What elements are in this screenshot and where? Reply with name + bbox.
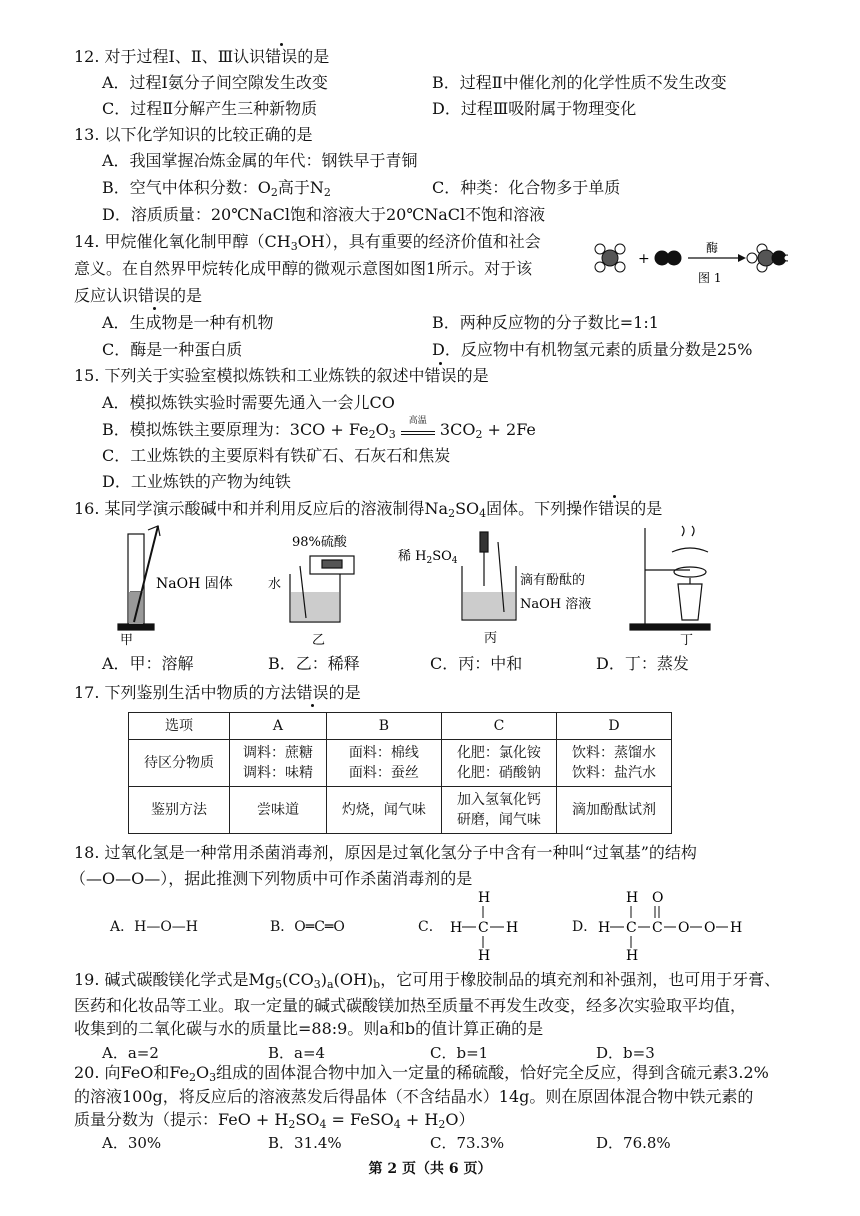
table-cell: 滴加酚酞试剂	[556, 787, 671, 834]
q13-stem: 13. 以下化学知识的比较正确的是	[74, 125, 313, 144]
q18-option-c-structure	[448, 888, 528, 964]
q12-option-d: D．过程Ⅲ吸附属于物理变化	[432, 99, 637, 118]
table-header: A	[230, 713, 327, 740]
q19-line2: 医药和化妆品等工业。取一定量的碱式碳酸镁加热至质量不再发生改变，经多次实验取平均值，	[74, 996, 747, 1015]
table-cell: 调料：蔗糖 调料：味精	[230, 740, 327, 787]
q18-option-b: B．O═C═O	[270, 919, 345, 935]
fig-water-label: 水	[268, 577, 282, 592]
fig-ding-stand	[630, 526, 710, 630]
methanol-molecule	[747, 244, 788, 272]
svg-text:C: C	[478, 920, 489, 936]
fig-phen-label-2: NaOH 溶液	[520, 597, 592, 612]
fig-dilute-label: 稀 $H_2SO_4$	[398, 549, 458, 566]
oxygen-molecule	[655, 251, 681, 265]
q20-line1: 20. 向FeO和$Fe_2O_3$组成的固体混合物中加入一定量的稀硫酸，恰好完全反应，得到含硫元素3.2%	[74, 1063, 769, 1084]
q14-option-a: A．生成物是一种有机物	[102, 313, 274, 332]
fig-acid98-label: 98%硫酸	[292, 535, 347, 550]
svg-text:H: H	[506, 920, 519, 936]
table-cell: 化肥：氯化铵 化肥：硝酸钠	[441, 740, 556, 787]
table-cell: 待区分物质	[129, 740, 230, 787]
fig-yi-beaker	[290, 556, 354, 622]
q20-option-c: C．73.3%	[430, 1134, 505, 1152]
q12-option-c: C．过程Ⅱ分解产生三种新物质	[102, 99, 318, 118]
table-header: B	[326, 713, 441, 740]
q13-option-a: A．我国掌握冶炼金属的年代：钢铁早于青铜	[102, 151, 418, 170]
q16-option-d: D．丁：蒸发	[596, 654, 689, 673]
fig-yi-label: 乙	[312, 633, 326, 648]
fig-ding-label: 丁	[680, 633, 694, 648]
methane-molecule	[595, 244, 625, 272]
svg-text:H: H	[626, 948, 639, 964]
q16-option-a: A．甲：溶解	[102, 654, 194, 673]
fig-bing-label: 丙	[484, 631, 498, 646]
q19-option-b: B．a=4	[268, 1044, 326, 1062]
q20-option-b: B．31.4%	[268, 1134, 342, 1152]
q16-option-b: B．乙：稀释	[268, 654, 360, 673]
q14-line2: 意义。在自然界甲烷转化成甲醇的微观示意图如图1所示。对于该	[74, 259, 533, 278]
q13-option-d: D．溶质质量：20℃NaCl饱和溶液大于20℃NaCl不饱和溶液	[102, 205, 546, 224]
fig-bing-beaker	[462, 532, 516, 620]
q13-option-c: C．种类：化合物多于单质	[432, 178, 621, 197]
enzyme-label: 酶	[706, 241, 719, 255]
q20-line2: 的溶液100g，将反应后的溶液蒸发后得晶体（不含结晶水）14g。则在原固体混合物中铁元素的	[74, 1087, 754, 1106]
svg-text:O: O	[652, 890, 664, 906]
fig-naoh-label: NaOH 固体	[156, 576, 233, 592]
q19-option-d: D．b=3	[596, 1044, 655, 1062]
q13-option-b: B．空气中体积分数：$O_2$高于$N_2$	[102, 178, 331, 199]
table-cell: 鉴别方法	[129, 787, 230, 834]
q12-option-a: A．过程Ⅰ氨分子间空隙发生改变	[102, 73, 328, 92]
q18-line2: （—O—O—），据此推测下列物质中可作杀菌消毒剂的是	[70, 869, 473, 888]
q14-option-d: D．反应物中有机物氢元素的质量分数是25%	[432, 340, 753, 359]
q19-line3: 收集到的二氧化碳与水的质量比=88:9。则a和b的值计算正确的是	[74, 1019, 544, 1038]
q14-option-c: C．酶是一种蛋白质	[102, 340, 243, 359]
table-header: C	[441, 713, 556, 740]
q16-apparatus-figure	[100, 522, 740, 648]
fig-phen-label-1: 滴有酚酞的	[520, 573, 586, 588]
q15-stem: 15. 下列关于实验室模拟炼铁和工业炼铁的叙述中错误的是	[74, 366, 489, 385]
table-header: 选项	[129, 713, 230, 740]
svg-text:C: C	[626, 920, 637, 936]
q20-line3: 质量分数为（提示：FeO + $H_2SO_4$ = FeSO$_4$ + $H_2O$）	[74, 1110, 475, 1131]
svg-text:H: H	[478, 890, 491, 906]
figure-1-label: 图 1	[698, 271, 722, 285]
q15-option-b: B．模拟炼铁主要原理为：$3CO + Fe_2O_3$ 高温 $3CO_2 + 2Fe$	[102, 416, 536, 441]
q18-option-d-label: D．	[572, 919, 598, 935]
plus-sign: +	[638, 251, 650, 267]
q19-option-a: A．a=2	[102, 1044, 159, 1062]
table-cell: 尝味道	[230, 787, 327, 834]
table-header: D	[556, 713, 671, 740]
svg-text:H: H	[478, 948, 491, 964]
q12-stem: 12. 对于过程Ⅰ、Ⅱ、Ⅲ认识错误的是	[74, 47, 330, 66]
q18-line1: 18. 过氧化氢是一种常用杀菌消毒剂，原因是过氧化氢分子中含有一种叫“过氧基”的结构	[74, 843, 697, 862]
q14-option-b: B．两种反应物的分子数比=1:1	[432, 313, 659, 332]
q19-option-c: C．b=1	[430, 1044, 489, 1062]
q18-option-a: A．H—O—H	[110, 919, 199, 935]
q20-option-a: A．30%	[102, 1134, 162, 1152]
table-row	[129, 787, 672, 834]
table-cell: 饮料：蒸馏水 饮料：盐汽水	[556, 740, 671, 787]
table-cell: 灼烧，闻气味	[326, 787, 441, 834]
page-footer: 第 2 页（共 6 页）	[368, 1161, 492, 1177]
svg-text:H: H	[598, 920, 611, 936]
svg-text:C: C	[652, 920, 663, 936]
svg-text:O: O	[704, 920, 716, 936]
q14-line3: 反应认识错误的是	[74, 286, 203, 305]
fig-jia-cylinder	[118, 526, 160, 630]
svg-text:H: H	[626, 890, 639, 906]
table-cell: 面料：棉线 面料：蚕丝	[326, 740, 441, 787]
q16-option-c: C．丙：中和	[430, 654, 523, 673]
table-cell: 加入氢氧化钙 研磨，闻气味	[441, 787, 556, 834]
q15-option-d: D．工业炼铁的产物为纯铁	[102, 472, 291, 491]
q19-line1: 19. 碱式碳酸镁化学式是$Mg_5(CO_3)_a(OH)_b$，它可用于橡胶制品的填充剂和补强剂，也可用于牙膏、	[74, 970, 781, 991]
table-row	[129, 713, 672, 740]
q20-option-d: D．76.8%	[596, 1134, 671, 1152]
q17-table	[128, 712, 672, 834]
svg-text:H: H	[730, 920, 743, 936]
q18-option-c-label: C．	[418, 919, 443, 935]
fig-jia-label: 甲	[120, 633, 134, 648]
q16-stem: 16. 某同学演示酸碱中和并利用反应后的溶液制得$Na_2SO_4$固体。下列操作错误的是	[74, 499, 663, 520]
svg-text:O: O	[678, 920, 690, 936]
q18-option-d-structure	[598, 888, 758, 964]
svg-text:H: H	[450, 920, 463, 936]
q14-figure-1	[588, 238, 788, 290]
table-row	[129, 740, 672, 787]
q17-stem: 17. 下列鉴别生活中物质的方法错误的是	[74, 683, 361, 702]
q15-option-a: A．模拟炼铁实验时需要先通入一会儿CO	[102, 393, 395, 412]
q12-option-b: B．过程Ⅱ中催化剂的化学性质不发生改变	[432, 73, 727, 92]
q14-line1: 14. 甲烷催化氧化制甲醇$(CH_3OH)$，具有重要的经济价值和社会	[74, 232, 541, 253]
q15-option-c: C．工业炼铁的主要原料有铁矿石、石灰石和焦炭	[102, 446, 451, 465]
